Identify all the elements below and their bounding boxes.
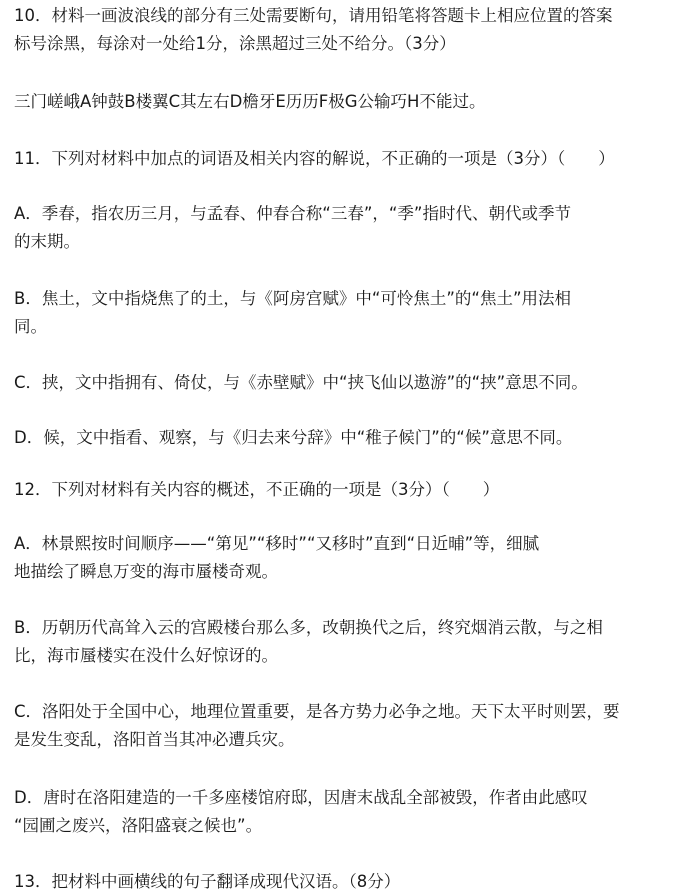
question-11-option-c: [14, 369, 686, 397]
question-10-options: [14, 88, 686, 116]
question-11-option-c-text: C．挟，文中指拥有、倚仗，与《赤壁赋》中“挟飞仙以遨游”的“挟”意思不同。: [14, 373, 588, 392]
question-10-options-text: 三门嵯峨A钟鼓B楼翼C其左右D檐牙E历历F极G公输巧H不能过。: [14, 92, 486, 111]
question-11-option-a-line-2: 的末期。: [14, 232, 80, 251]
question-12-option-a-line-2: 地描绘了瞬息万变的海市蜃楼奇观。: [14, 562, 278, 581]
question-12-option-c-line-2: 是发生变乱，洛阳首当其冲必遭兵灾。: [14, 730, 295, 749]
question-12-stem: [14, 476, 686, 504]
question-11-option-a: [14, 200, 686, 256]
question-12-option-d-line-2: “园圃之废兴，洛阳盛衰之候也”。: [14, 816, 263, 835]
question-11-option-b-line-1: B．焦土，文中指烧焦了的土，与《阿房宫赋》中“可怜焦土”的“焦土”用法相: [14, 289, 572, 308]
question-11-option-b-line-2: 同。: [14, 317, 47, 336]
question-10-line-1: 10．材料一画波浪线的部分有三处需要断句，请用铅笔将答题卡上相应位置的答案: [14, 6, 613, 25]
question-10: [14, 2, 686, 58]
question-11-option-d-text: D．候，文中指看、观察，与《归去来兮辞》中“稚子候门”的“候”意思不同。: [14, 428, 573, 447]
question-13-stem: [14, 868, 686, 896]
question-12-option-a: [14, 530, 686, 586]
question-11-option-b: [14, 285, 686, 341]
question-10-line-2: 标号涂黑，每涂对一处给1分，涂黑超过三处不给分。（3分）: [14, 34, 456, 53]
question-13-stem-text: 13．把材料中画横线的句子翻译成现代汉语。（8分）: [14, 872, 401, 891]
question-11-option-a-line-1: A．季春，指农历三月，与孟春、仲春合称“三春”，“季”指时代、朝代或季节: [14, 204, 571, 223]
question-12-option-a-line-1: A．林景熙按时间顺序——“第见”“移时”“又移时”直到“日近晡”等，细腻: [14, 534, 540, 553]
question-12-option-d: [14, 784, 686, 840]
question-12-stem-text: 12．下列对材料有关内容的概述，不正确的一项是（3分）（ ）: [14, 480, 500, 499]
question-12-option-b: [14, 614, 686, 670]
question-11-option-d: [14, 424, 686, 452]
question-11-stem-text: 11．下列对材料中加点的词语及相关内容的解说，不正确的一项是（3分）（ ）: [14, 149, 615, 168]
question-11-stem: [14, 145, 686, 173]
question-12-option-d-line-1: D．唐时在洛阳建造的一千多座楼馆府邸，因唐末战乱全部被毁，作者由此感叹: [14, 788, 588, 807]
question-12-option-b-line-2: 比，海市蜃楼实在没什么好惊讶的。: [14, 646, 278, 665]
question-12-option-c: [14, 698, 686, 754]
question-12-option-c-line-1: C．洛阳处于全国中心，地理位置重要，是各方势力必争之地。天下太平时则罢，要: [14, 702, 620, 721]
question-12-option-b-line-1: B．历朝历代高耸入云的宫殿楼台那么多，改朝换代之后，终究烟消云散，与之相: [14, 618, 603, 637]
